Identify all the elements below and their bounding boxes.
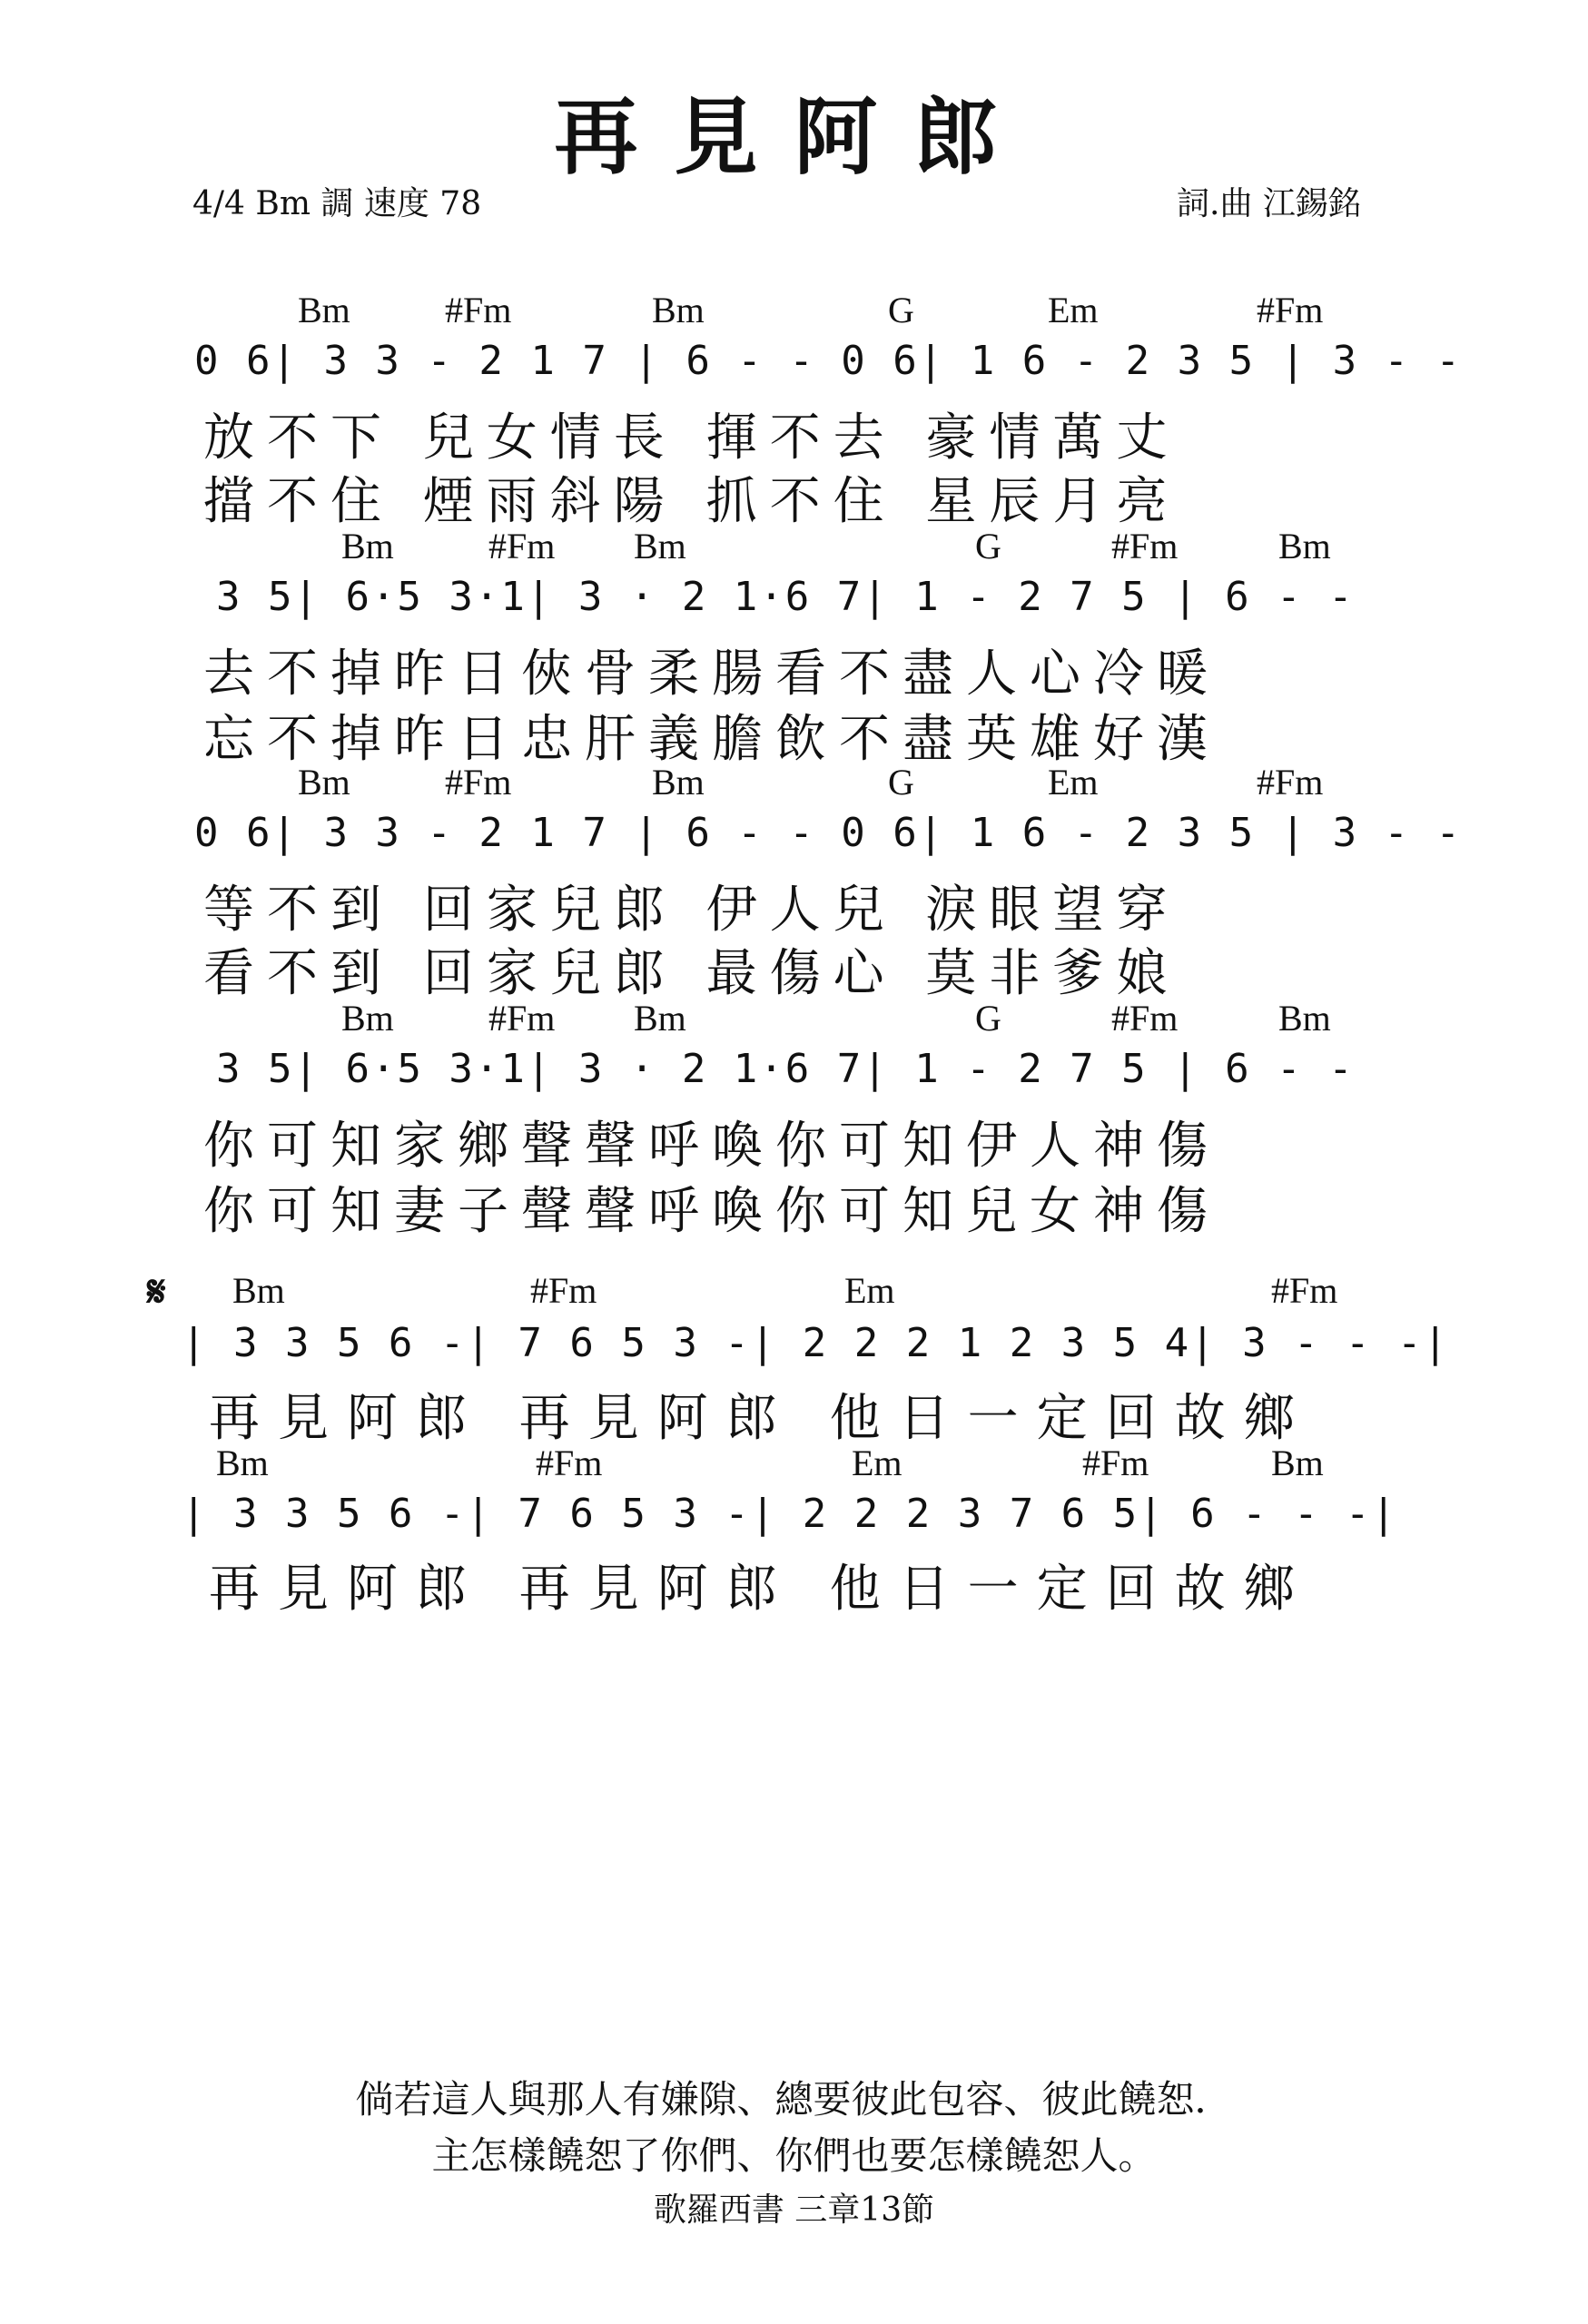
verse-reference: 歌羅西書 三章13節	[653, 2191, 935, 2229]
chord: Bm	[216, 1443, 269, 1483]
verse-line-2: 主怎樣饒恕了你們、你們也要怎樣饒恕人。	[431, 2133, 1157, 2178]
chord: Bm	[341, 526, 394, 566]
notation-line-1: 0 6| 3 3 - 2 1 7 | 6 - - 0 6| 1 6 - 2 3 5 | 3 - -	[194, 338, 1463, 384]
chord: G	[888, 290, 914, 330]
lyric-line-3a: 等不到 回家兒郎 伊人兒 淚眼望穿	[203, 881, 1180, 940]
chord: Bm	[232, 1270, 285, 1311]
chord: Bm	[298, 762, 350, 803]
song-title: 再見阿郎	[554, 88, 1034, 186]
lyric-line-4a: 你可知家鄉聲聲呼喚你可知伊人神傷	[203, 1117, 1220, 1176]
author-credit: 詞.曲 江錫銘	[1177, 185, 1361, 222]
chord: #Fm	[1271, 1270, 1338, 1311]
chord: G	[975, 526, 1001, 566]
chord: G	[888, 762, 914, 803]
chord: #Fm	[1257, 290, 1324, 330]
chord: #Fm	[488, 998, 556, 1039]
chord: Bm	[1271, 1443, 1324, 1483]
chord: Bm	[1278, 526, 1331, 566]
verse-line-1: 倘若這人與那人有嫌隙、總要彼此包容、彼此饒恕．	[355, 2077, 1233, 2122]
chord: Bm	[652, 290, 705, 330]
chord: Em	[1048, 762, 1099, 803]
key-tempo-info: 4/4 Bm 調 速度 78	[192, 185, 482, 222]
lyric-line-3b: 看不到 回家兒郎 最傷心 莫非爹娘	[203, 944, 1180, 1003]
lyric-line-1b: 擋不住 煙雨斜陽 抓不住 星辰月亮	[203, 472, 1180, 531]
chord: Bm	[341, 998, 394, 1039]
chord: Bm	[634, 526, 686, 566]
chord: #Fm	[445, 762, 512, 803]
chord: G	[975, 998, 1001, 1039]
lyric-line-2a: 去不掉昨日俠骨柔腸看不盡人心冷暖	[203, 645, 1220, 704]
chord: #Fm	[1111, 998, 1179, 1039]
chord: Em	[1048, 290, 1099, 330]
segno-sign: 𝄋	[147, 1266, 166, 1317]
chord: Bm	[1278, 998, 1331, 1039]
notation-line-2: 3 5| 6·5 3·1| 3 · 2 1·6 7| 1 - 2 7 5 | 6 - -	[216, 574, 1355, 620]
chord: Em	[844, 1270, 895, 1311]
chord: Em	[852, 1443, 902, 1483]
chord: #Fm	[1111, 526, 1179, 566]
lyric-line-1a: 放不下 兒女情長 揮不去 豪情萬丈	[203, 409, 1180, 468]
chord: #Fm	[445, 290, 512, 330]
chord: #Fm	[1082, 1443, 1149, 1483]
notation-line-6: | 3 3 5 6 -| 7 6 5 3 -| 2 2 2 3 7 6 5| 6 - - -|	[182, 1491, 1398, 1537]
notation-line-3: 0 6| 3 3 - 2 1 7 | 6 - - 0 6| 1 6 - 2 3 5 | 3 - -	[194, 810, 1463, 856]
lyric-line-5: 再見阿郎 再見阿郎 他日一定回故鄉	[209, 1389, 1313, 1448]
chord: #Fm	[1257, 762, 1324, 803]
chord: #Fm	[488, 526, 556, 566]
chord: Bm	[298, 290, 350, 330]
chord: #Fm	[536, 1443, 603, 1483]
chord: Bm	[634, 998, 686, 1039]
lyric-line-6: 再見阿郎 再見阿郎 他日一定回故鄉	[209, 1560, 1313, 1619]
lyric-line-4b: 你可知妻子聲聲呼喚你可知兒女神傷	[203, 1182, 1220, 1241]
lyric-line-2b: 忘不掉昨日忠肝義膽飲不盡英雄好漢	[203, 710, 1220, 769]
notation-line-5: | 3 3 5 6 -| 7 6 5 3 -| 2 2 2 1 2 3 5 4| 3 - - -|	[182, 1320, 1450, 1366]
chord: Bm	[652, 762, 705, 803]
notation-line-4: 3 5| 6·5 3·1| 3 · 2 1·6 7| 1 - 2 7 5 | 6 - -	[216, 1046, 1355, 1092]
chord: #Fm	[530, 1270, 597, 1311]
